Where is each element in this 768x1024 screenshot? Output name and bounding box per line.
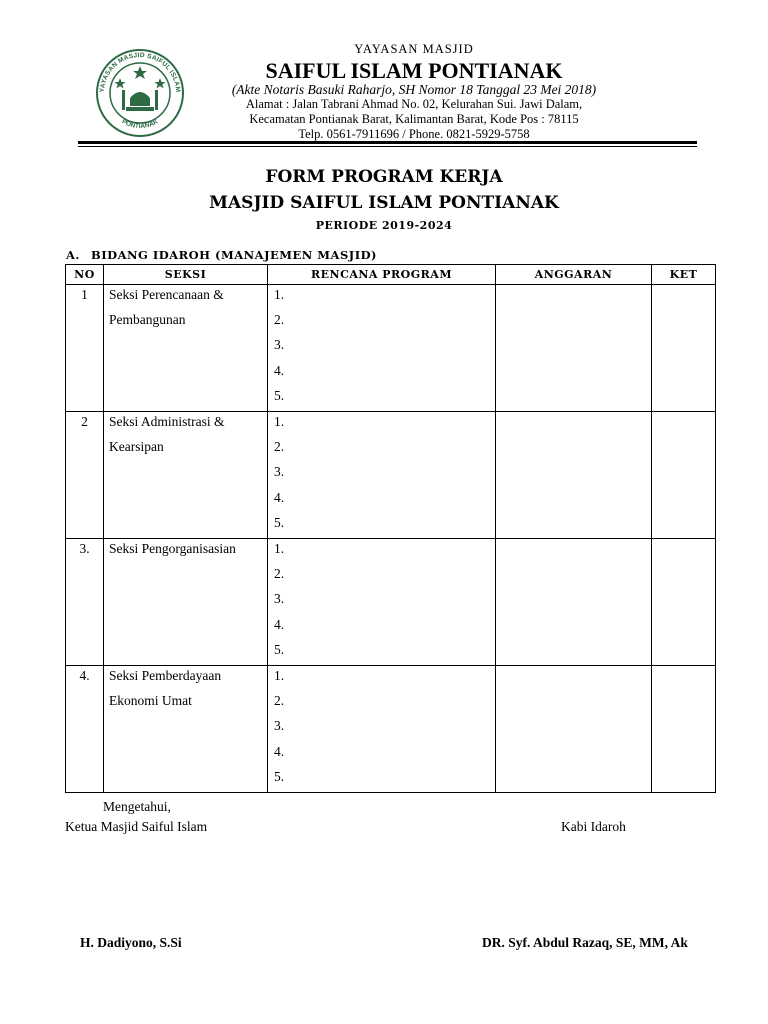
column-header-no: NO [66,265,104,285]
row-number: 4. [66,666,104,793]
table-row [66,666,716,793]
contact-line: Telp. 0561-7911696 / Phone. 0821-5929-5758 [298,127,530,141]
column-header-seksi: SEKSI [104,265,268,285]
program-item: 5. [274,641,285,657]
letterhead-divider [78,141,697,144]
column-header-rencana-program: RENCANA PROGRAM [268,265,496,285]
seksi-cell [104,666,268,793]
section-heading [66,248,377,262]
table-header-row [66,265,716,285]
seksi-text: Seksi Perencanaan & [109,287,224,302]
address-line-2: Kecamatan Pontianak Barat, Kalimantan Barat, Kode Pos : 78115 [249,112,579,126]
seksi-text: Pembangunan [109,312,186,328]
program-item: 4. [274,489,285,505]
program-item: 5. [274,387,285,403]
program-item: 1. [274,541,285,556]
row-number: 1 [66,285,104,412]
program-item: 2. [274,439,285,455]
seksi-cell [104,539,268,666]
anggaran-cell[interactable] [496,412,652,539]
anggaran-cell[interactable] [496,285,652,412]
section-label: BIDANG IDAROH (MANAJEMEN MASJID) [91,248,377,262]
program-item: 1. [274,414,285,429]
form-subtitle: MASJID SAIFUL ISLAM PONTIANAK [209,193,559,213]
anggaran-cell[interactable] [496,666,652,793]
program-item: 2. [274,566,285,582]
ket-cell[interactable] [652,285,716,412]
acknowledged-label: Mengetahui, [103,799,171,814]
table-row [66,285,716,412]
logo-bottom-text: PONTIANAK [120,118,160,131]
ket-cell[interactable] [652,539,716,666]
right-signatory-role: Kabi Idaroh [561,819,626,834]
notary-deed: (Akte Notaris Basuki Raharjo, SH Nomor 18 Tanggal 23 Mei 2018) [231,82,597,97]
anggaran-cell[interactable] [496,539,652,666]
program-item: 1. [274,287,285,302]
rencana-program-cell[interactable] [268,285,496,412]
column-header-anggaran: ANGGARAN [496,265,652,285]
form-period: PERIODE 2019-2024 [315,219,453,232]
seksi-text: Seksi Pemberdayaan [109,668,222,683]
column-header-ket: KET [652,265,716,285]
program-item: 4. [274,743,285,759]
seksi-text: Seksi Administrasi & [109,414,225,429]
program-table [65,264,716,793]
address-line-1: Alamat : Jalan Tabrani Ahmad No. 02, Kelurahan Sui. Jawi Dalam, [245,97,583,111]
seksi-text: Kearsipan [109,439,164,455]
ket-cell[interactable] [652,412,716,539]
program-item: 1. [274,668,285,683]
seksi-cell [104,412,268,539]
form-title: FORM PROGRAM KERJA [265,167,503,187]
program-item: 4. [274,362,285,378]
section-letter: A. [66,248,80,262]
rencana-program-cell[interactable] [268,412,496,539]
program-item: 4. [274,616,285,632]
table-row [66,412,716,539]
mosque-emblem-icon [92,48,188,138]
seksi-cell [104,285,268,412]
row-number: 3. [66,539,104,666]
left-signatory-name: H. Dadiyono, S.Si [80,935,182,950]
program-item: 3. [274,337,285,353]
rencana-program-cell[interactable] [268,666,496,793]
table-row [66,539,716,666]
seksi-text: Ekonomi Umat [109,693,192,709]
seksi-text: Seksi Pengorganisasian [109,541,236,556]
letterhead-divider-thin [78,146,697,147]
program-item: 2. [274,693,285,709]
program-item: 2. [274,312,285,328]
program-item: 3. [274,718,285,734]
program-item: 5. [274,514,285,530]
rencana-program-cell[interactable] [268,539,496,666]
row-number: 2 [66,412,104,539]
logo-top-text: YAYASAN MASJID SAIFUL ISLAM [98,51,182,93]
ket-cell[interactable] [652,666,716,793]
program-item: 5. [274,768,285,784]
svg-text:PONTIANAK [121,118,160,130]
left-signatory-role: Ketua Masjid Saiful Islam [65,819,208,834]
program-item: 3. [274,464,285,480]
organization-name: SAIFUL ISLAM PONTIANAK [265,58,563,83]
program-item: 3. [274,591,285,607]
foundation-label: YAYASAN MASJID [354,42,474,56]
right-signatory-name: DR. Syf. Abdul Razaq, SE, MM, Ak [482,935,688,950]
